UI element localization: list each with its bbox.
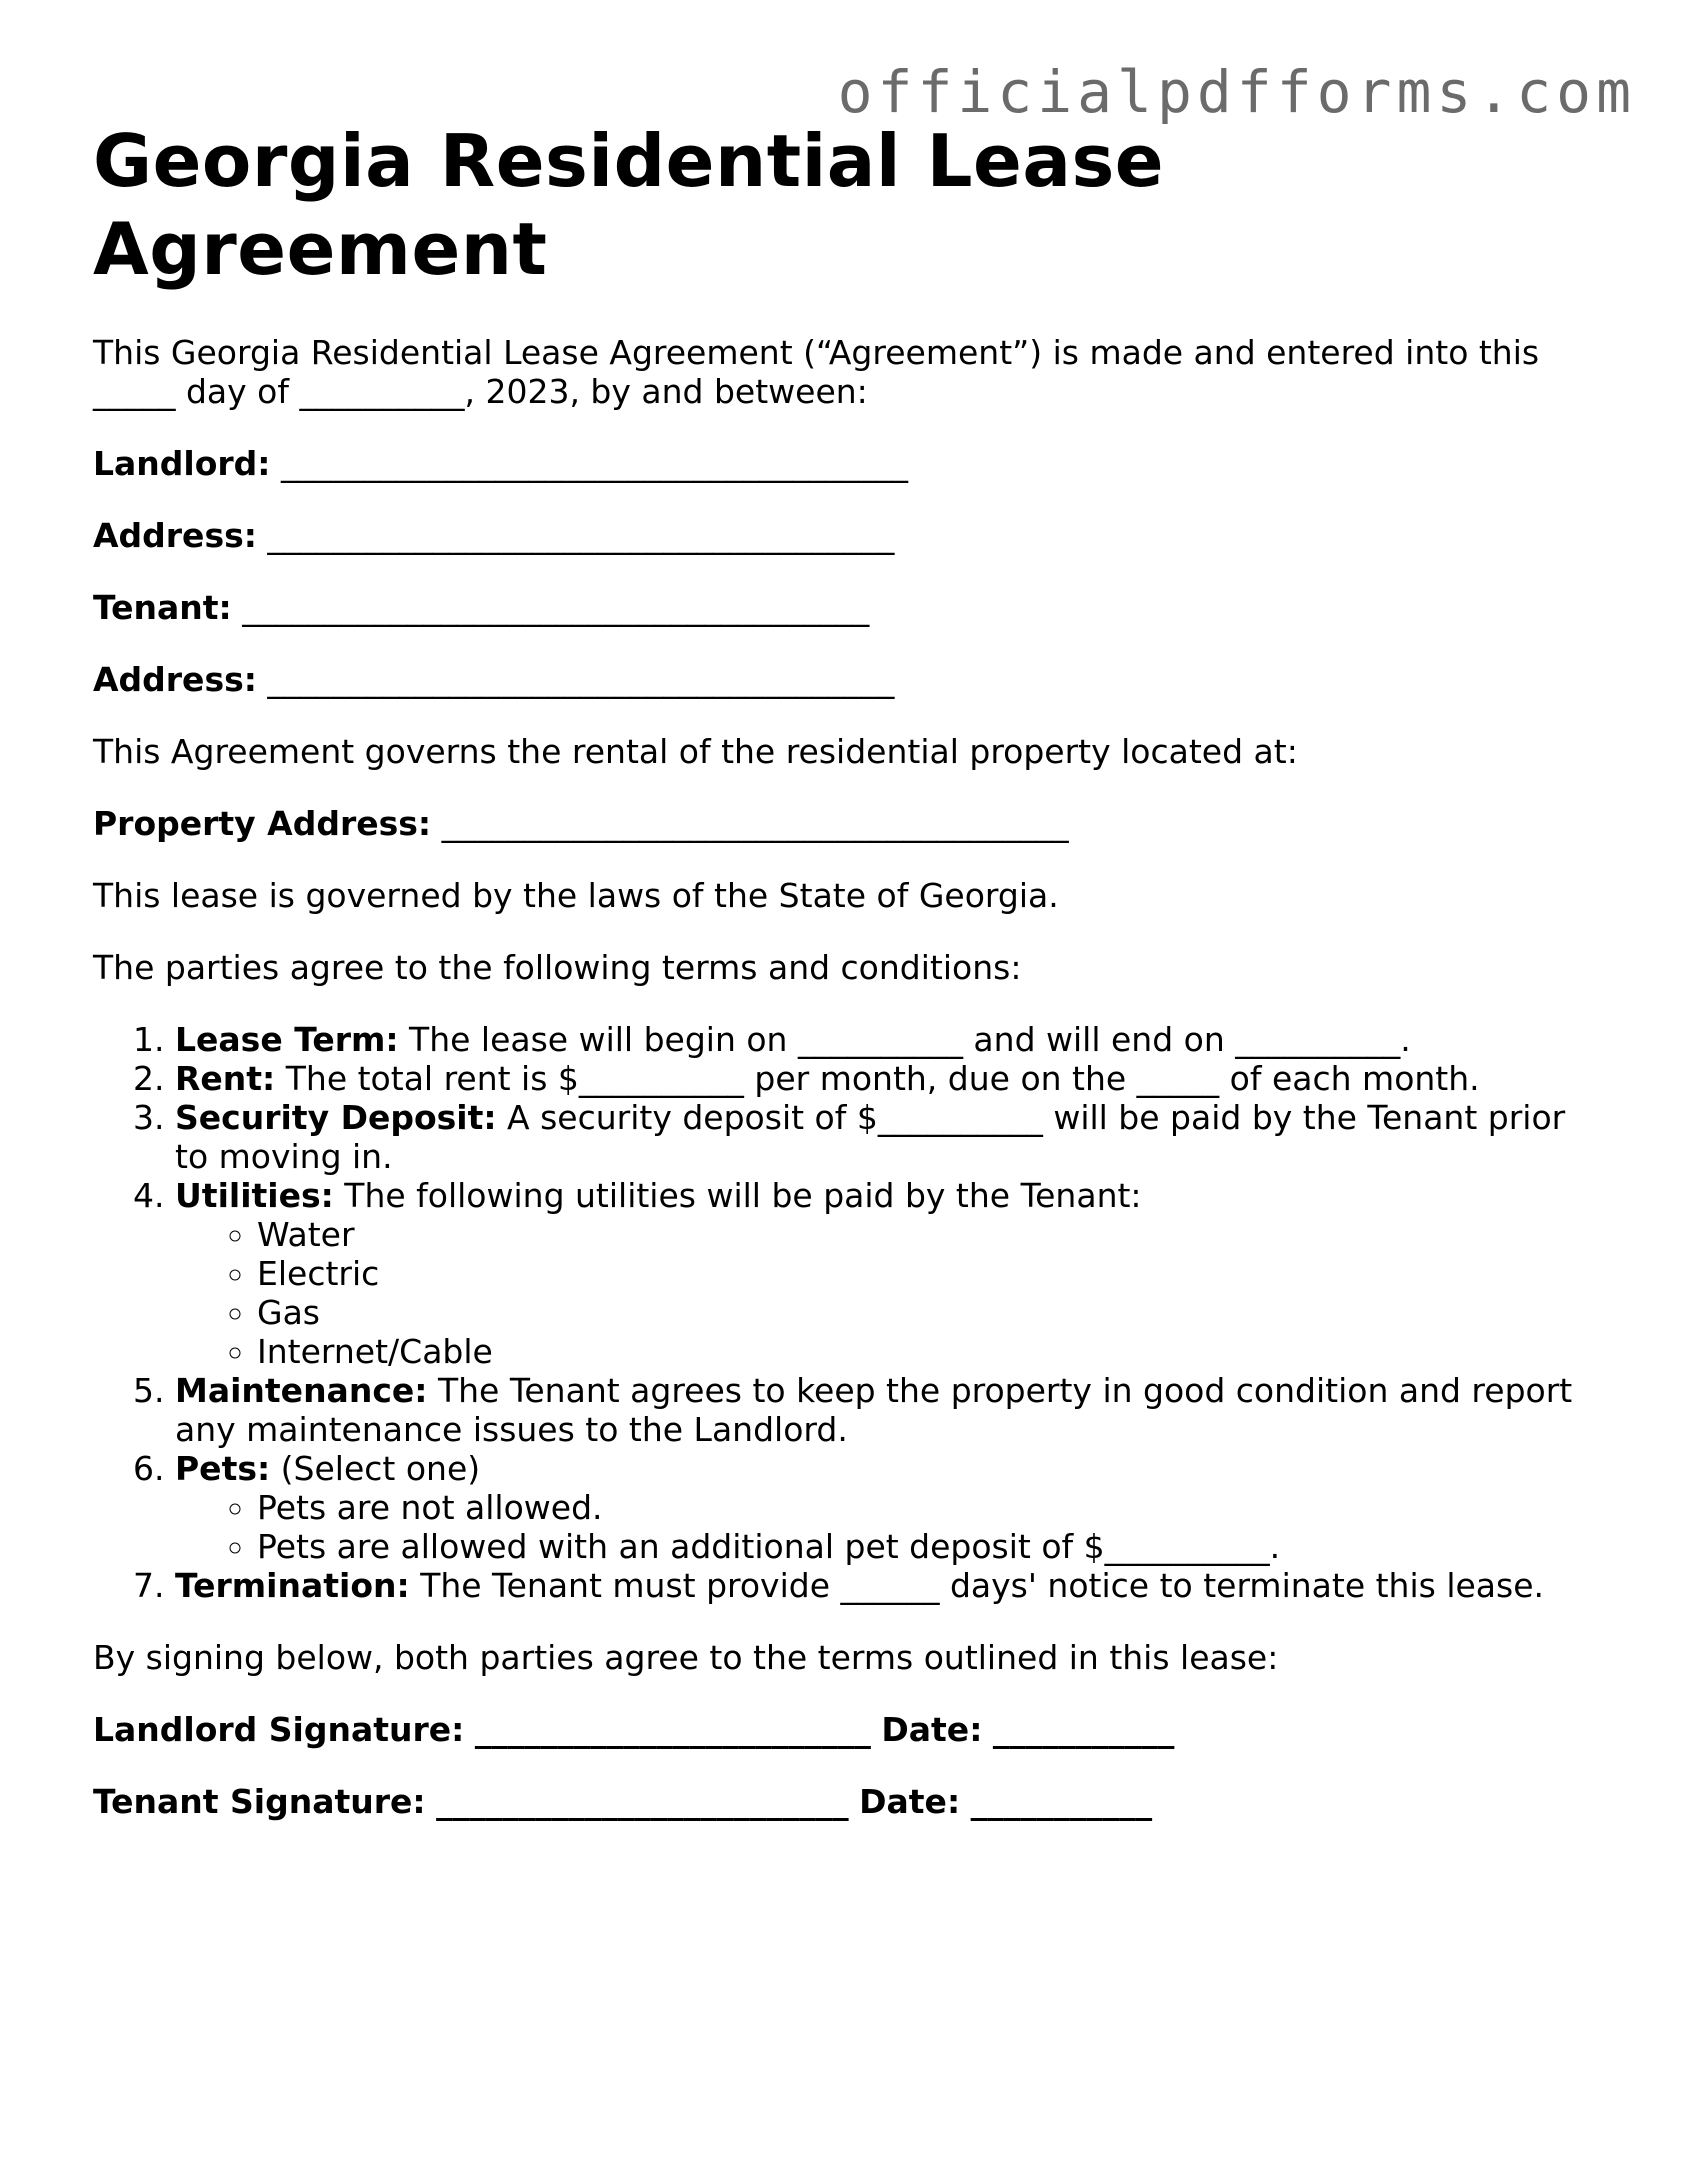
list-item: ◦ Internet/Cable: [257, 1332, 1575, 1371]
term-text: The lease will begin on __________ and will end on __________.: [398, 1020, 1411, 1059]
list-item: ◦ Pets are allowed with an additional pet deposit of $__________.: [257, 1527, 1575, 1566]
term-pets: [175, 1449, 1575, 1566]
property-address-field: [93, 804, 1593, 843]
tenant-field: [93, 588, 1593, 627]
tenant-blank: ______________________________________: [242, 588, 870, 627]
law-paragraph: This lease is governed by the laws of the State of Georgia.: [93, 876, 1059, 915]
term-text: The following utilities will be paid by the Tenant:: [333, 1176, 1142, 1215]
term-rent: [175, 1059, 1575, 1098]
tenant-address-field: [93, 660, 1593, 699]
term-text: The Tenant agrees to keep the property in good condition and report any maintenance issues to the Landlord.: [175, 1371, 1573, 1449]
intro-paragraph: This Georgia Residential Lease Agreement (“Agreement”) is made and entered into this _____ day of __________, 2023, by and between:: [93, 333, 1540, 411]
terms-list: [93, 1020, 1575, 1605]
term-label: Rent:: [175, 1059, 276, 1098]
landlord-address-label: Address:: [93, 516, 257, 555]
agree-paragraph: The parties agree to the following terms and conditions:: [93, 948, 1022, 987]
term-maintenance: [175, 1371, 1575, 1449]
term-label: Pets:: [175, 1449, 271, 1488]
watermark: officialpdfforms.com: [837, 58, 1636, 126]
term-lease-term: [175, 1020, 1575, 1059]
utilities-list: [175, 1215, 1575, 1371]
landlord-field: [93, 444, 1593, 483]
document-title: Georgia Residential Lease Agreement: [93, 119, 1165, 291]
term-label: Utilities:: [175, 1176, 334, 1215]
list-item: ◦ Electric: [257, 1254, 1575, 1293]
landlord-signature-blank: ________________________: [474, 1710, 871, 1749]
term-utilities: [175, 1176, 1575, 1371]
list-item: ◦ Pets are not allowed.: [257, 1488, 1575, 1527]
term-label: Maintenance:: [175, 1371, 428, 1410]
term-security-deposit: [175, 1098, 1575, 1176]
term-label: Lease Term:: [175, 1020, 399, 1059]
landlord-blank: ______________________________________: [281, 444, 908, 483]
closing-paragraph: By signing below, both parties agree to the terms outlined in this lease:: [93, 1638, 1279, 1677]
landlord-label: Landlord:: [93, 444, 271, 483]
property-address-blank: ______________________________________: [441, 804, 1069, 843]
tenant-address-label: Address:: [93, 660, 257, 699]
landlord-signature-line: [93, 1710, 1593, 1749]
landlord-date-label: Date:: [881, 1710, 983, 1749]
tenant-signature-line: [93, 1782, 1593, 1821]
tenant-signature-blank: _________________________: [436, 1782, 849, 1821]
landlord-signature-label: Landlord Signature:: [93, 1710, 465, 1749]
landlord-date-blank: ___________: [992, 1710, 1175, 1749]
landlord-address-blank: ______________________________________: [267, 516, 895, 555]
pets-options-list: [175, 1488, 1575, 1566]
tenant-address-blank: ______________________________________: [267, 660, 895, 699]
term-text: The total rent is $__________ per month, due on the _____ of each month.: [275, 1059, 1480, 1098]
tenant-signature-label: Tenant Signature:: [93, 1782, 426, 1821]
landlord-address-field: [93, 516, 1593, 555]
term-text: A security deposit of $__________ will be paid by the Tenant prior to moving in.: [175, 1098, 1566, 1176]
term-label: Termination:: [175, 1566, 410, 1605]
tenant-label: Tenant:: [93, 588, 232, 627]
property-address-label: Property Address:: [93, 804, 432, 843]
term-text: The Tenant must provide ______ days' notice to terminate this lease.: [409, 1566, 1544, 1605]
list-item: ◦ Gas: [257, 1293, 1575, 1332]
term-label: Security Deposit:: [175, 1098, 497, 1137]
tenant-date-label: Date:: [859, 1782, 961, 1821]
term-text: (Select one): [270, 1449, 481, 1488]
governs-paragraph: This Agreement governs the rental of the residential property located at:: [93, 732, 1298, 771]
tenant-date-blank: ___________: [970, 1782, 1153, 1821]
term-termination: [175, 1566, 1575, 1605]
document-page: [93, 117, 1593, 1821]
list-item: ◦ Water: [257, 1215, 1575, 1254]
